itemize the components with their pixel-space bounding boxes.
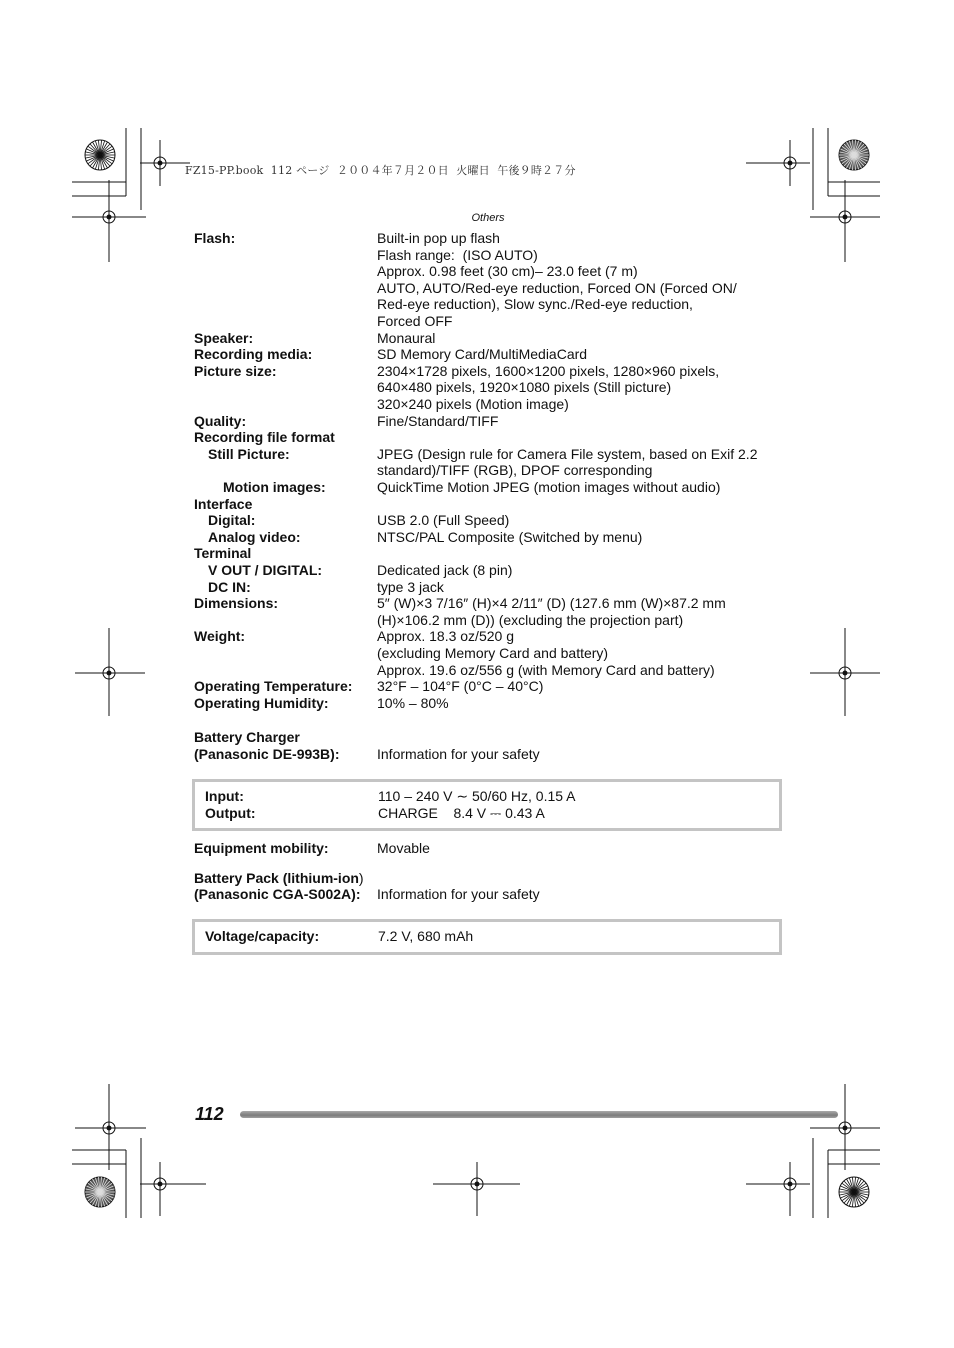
spec-label: Recording media: [194,346,313,363]
spec-value: 5″ (W)×3 7/16″ (H)×4 2/11″ (D) (127.6 mm (W)×87.2 mm [377,595,726,612]
footer-bar [240,1111,838,1118]
charger-output-label: Output: [205,805,256,821]
spec-label: Operating Humidity: [194,694,329,711]
spec-label: Flash: [194,230,236,246]
spec-value: 640×480 pixels, 1920×1080 pixels (Still picture) [377,379,672,396]
spec-label: Recording file format [194,429,335,446]
section-title: Others [471,212,505,224]
spec-label: Motion images: [223,479,326,495]
spec-label: Interface [194,495,253,512]
spec-label: Analog video: [208,528,301,545]
charger-label-2: (Panasonic DE-993B): [194,746,340,762]
spec-label: Terminal [194,545,252,562]
charger-output-value: CHARGE 8.4 V ⎓ 0.43 A [378,805,545,821]
spec-value: Approx. 0.98 feet (30 cm)– 23.0 feet (7 m) [377,263,638,280]
spec-label: Dimensions: [194,595,279,612]
spec-label: Speaker: [194,329,254,346]
spec-label: Digital: [208,512,256,529]
battery-voltage-label: Voltage/capacity: [205,928,320,944]
spec-value: Approx. 18.3 oz/520 g [377,628,514,645]
charger-value: Information for your safety [377,746,540,762]
spec-value: 2304×1728 pixels, 1600×1200 pixels, 1280×960 pixels, [377,362,720,379]
charger-input-label: Input: [205,788,244,804]
spec-label: Quality: [194,412,247,429]
mobility-label: Equipment mobility: [194,840,329,856]
spec-value: Fine/Standard/TIFF [377,412,499,429]
spec-value: Built-in pop up flash [377,230,500,246]
spec-label: V OUT / DIGITAL: [208,562,323,578]
spec-value: JPEG (Design rule for Camera File system, based on Exif 2.2 [377,445,758,462]
spec-value: NTSC/PAL Composite (Switched by menu) [377,528,643,545]
spec-value: Red-eye reduction), Slow sync./Red-eye reduction, [377,296,693,313]
spec-value: type 3 jack [377,578,444,595]
spec-value: AUTO, AUTO/Red-eye reduction, Forced ON (Forced ON/ [377,279,737,296]
spec-value: Dedicated jack (8 pin) [377,562,513,578]
battery-voltage-value: 7.2 V, 680 mAh [378,928,474,944]
spec-label: Picture size: [194,362,277,379]
spec-label: Still Picture: [208,445,290,462]
spec-value: (H)×106.2 mm (D)) (excluding the projection part) [377,611,684,628]
spec-value: Forced OFF [377,313,453,329]
battery-value: Information for your safety [377,886,540,902]
spec-value: Monaural [377,329,436,346]
spec-value: 10% – 80% [377,694,449,711]
charger-box [192,779,782,831]
battery-label-1-paren: ) [358,870,364,886]
spec-value: QuickTime Motion JPEG (motion images without audio) [377,479,721,495]
mobility-value: Movable [377,840,430,856]
battery-label-2: (Panasonic CGA-S002A): [194,886,361,902]
spec-value: Approx. 19.6 oz/556 g (with Memory Card and battery) [377,661,715,678]
spec-value: USB 2.0 (Full Speed) [377,512,510,529]
spec-value: (excluding Memory Card and battery) [377,644,609,661]
spec-value: standard)/TIFF (RGB), DPOF corresponding [377,462,653,479]
spec-value: 32°F – 104°F (0°C – 40°C) [377,678,544,695]
page-number: 112 [195,1104,224,1124]
spec-label: Weight: [194,628,246,645]
charger-label-1: Battery Charger [194,729,300,745]
spec-value: 320×240 pixels (Motion image) [377,395,569,412]
spec-label: Operating Temperature: [194,678,353,695]
book-header-line: FZ15-PP.book 112 ページ ２００４年７月２０日 火曜日 午後９時２７分 [185,164,576,177]
battery-label-1 [194,870,364,887]
spec-value: SD Memory Card/MultiMediaCard [377,346,588,363]
battery-box [192,919,782,955]
spec-value: Flash range: (ISO AUTO) [377,246,538,263]
charger-input-value: 110 – 240 V ∼ 50/60 Hz, 0.15 A [378,788,576,804]
battery-label-1-text: Battery Pack (lithium-ion [194,870,359,886]
spec-label: DC IN: [208,578,251,595]
